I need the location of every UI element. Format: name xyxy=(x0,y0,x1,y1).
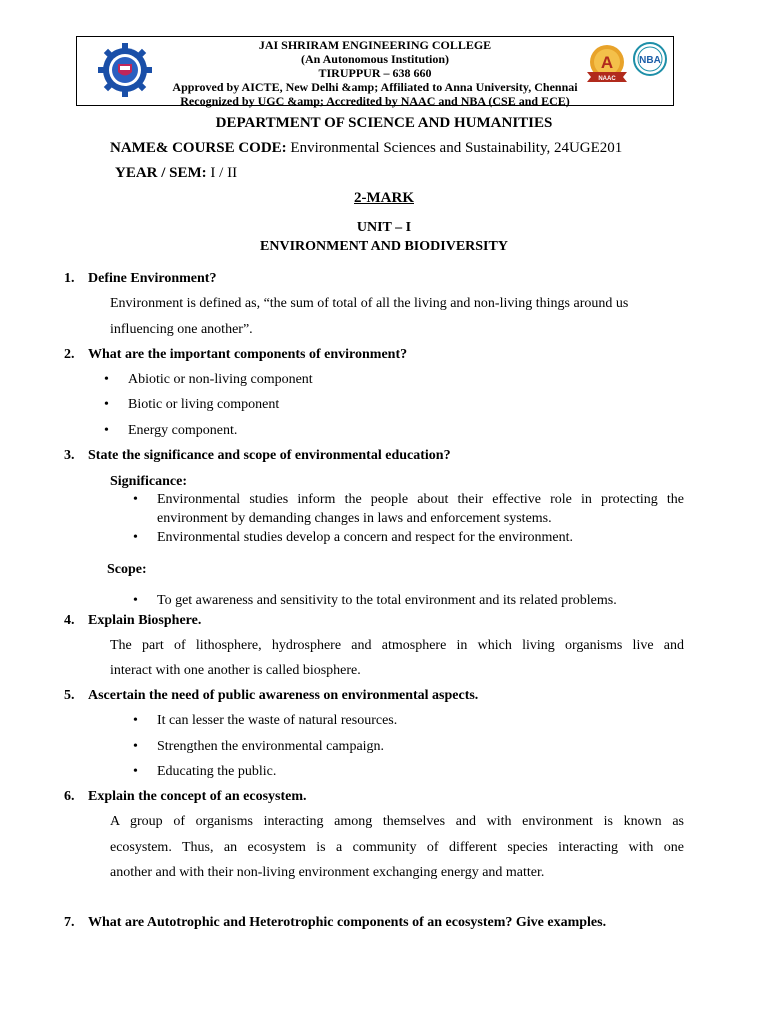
nba-label: NBA xyxy=(639,55,661,66)
list-item: It can lesser the waste of natural resources. xyxy=(157,713,398,728)
question-text: State the significance and scope of environmental education? xyxy=(88,448,451,463)
bullet-icon: • xyxy=(133,739,138,754)
scope-label: Scope: xyxy=(107,562,147,577)
question-text: What are Autotrophic and Heterotrophic components of an ecosystem? Give examples. xyxy=(88,915,607,930)
list-item: Environmental studies develop a concern and respect for the environment. xyxy=(157,530,573,545)
course-line xyxy=(110,140,622,157)
question-text: Explain the concept of an ecosystem. xyxy=(88,789,307,804)
bullet-icon: • xyxy=(133,593,138,608)
naac-grade: A xyxy=(600,53,614,72)
list-item: Environmental studies inform the people about their effective role in protecting the xyxy=(157,492,684,507)
year-label: YEAR / SEM: xyxy=(115,165,207,181)
question-text: Explain Biosphere. xyxy=(88,613,202,628)
answer-line: Environment is defined as, “the sum of total of all the living and non-living things around us xyxy=(110,296,629,311)
bullet-icon: • xyxy=(133,530,138,545)
naac-badge-icon xyxy=(585,42,629,86)
question-text: What are the important components of environment? xyxy=(88,347,408,362)
question-number: 6. xyxy=(64,789,75,804)
unit-heading: UNIT – I xyxy=(356,220,412,235)
unit-title: ENVIRONMENT AND BIODIVERSITY xyxy=(260,239,508,254)
answer-line: ecosystem. Thus, an ecosystem is a community of different species interacting with one xyxy=(110,840,684,855)
autonomous-status: (An Autonomous Institution) xyxy=(300,52,450,66)
list-item: Strengthen the environmental campaign. xyxy=(157,739,385,754)
question-number: 3. xyxy=(64,448,75,463)
list-item: Energy component. xyxy=(128,423,238,438)
college-name: JAI SHRIRAM ENGINEERING COLLEGE xyxy=(258,38,492,52)
bullet-icon: • xyxy=(104,372,109,387)
year-value: I / II xyxy=(206,165,238,181)
bullet-icon: • xyxy=(104,397,109,412)
list-item: Educating the public. xyxy=(157,764,277,779)
question-number: 5. xyxy=(64,688,75,703)
question-number: 1. xyxy=(64,271,75,286)
question-number: 4. xyxy=(64,613,75,628)
bullet-icon: • xyxy=(133,764,138,779)
list-item: Abiotic or non-living component xyxy=(128,372,313,387)
question-number: 7. xyxy=(64,915,75,930)
question-number: 2. xyxy=(64,347,75,362)
significance-label: Significance: xyxy=(110,474,187,489)
department-title: DEPARTMENT OF SCIENCE AND HUMANITIES xyxy=(215,115,553,131)
approval-line: Approved by AICTE, New Delhi &amp; Affiliated to Anna University, Chennai xyxy=(172,80,578,94)
recognition-line: Recognized by UGC &amp; Accredited by NAAC and NBA (CSE and ECE) xyxy=(180,94,570,108)
bullet-icon: • xyxy=(104,423,109,438)
answer-line: A group of organisms interacting among themselves and with environment is known as xyxy=(110,814,684,829)
answer-line: The part of lithosphere, hydrosphere and atmosphere in which living organisms live and xyxy=(110,638,684,653)
year-line xyxy=(115,165,237,182)
question-text: Ascertain the need of public awareness on environmental aspects. xyxy=(88,688,479,703)
college-header xyxy=(76,36,674,106)
list-item: To get awareness and sensitivity to the total environment and its related problems. xyxy=(157,593,617,608)
bullet-icon: • xyxy=(133,713,138,728)
list-item-continuation: environment by demanding changes in laws and enforcement systems. xyxy=(157,511,552,526)
list-item: Biotic or living component xyxy=(128,397,280,412)
course-label: NAME& COURSE CODE: xyxy=(110,140,287,156)
course-value: Environmental Sciences and Sustainability, 24UGE201 xyxy=(286,140,623,156)
nba-logo-icon xyxy=(633,42,667,76)
question-text: Define Environment? xyxy=(88,271,217,286)
answer-line: influencing one another”. xyxy=(110,322,253,337)
college-city: TIRUPPUR – 638 660 xyxy=(318,66,432,80)
bullet-icon: • xyxy=(133,492,138,507)
answer-line: interact with one another is called biosphere. xyxy=(110,663,361,678)
naac-label: NAAC xyxy=(598,76,616,82)
mark-heading: 2-MARK xyxy=(354,190,414,206)
answer-line: another and with their non-living environment exchanging energy and matter. xyxy=(110,865,545,880)
